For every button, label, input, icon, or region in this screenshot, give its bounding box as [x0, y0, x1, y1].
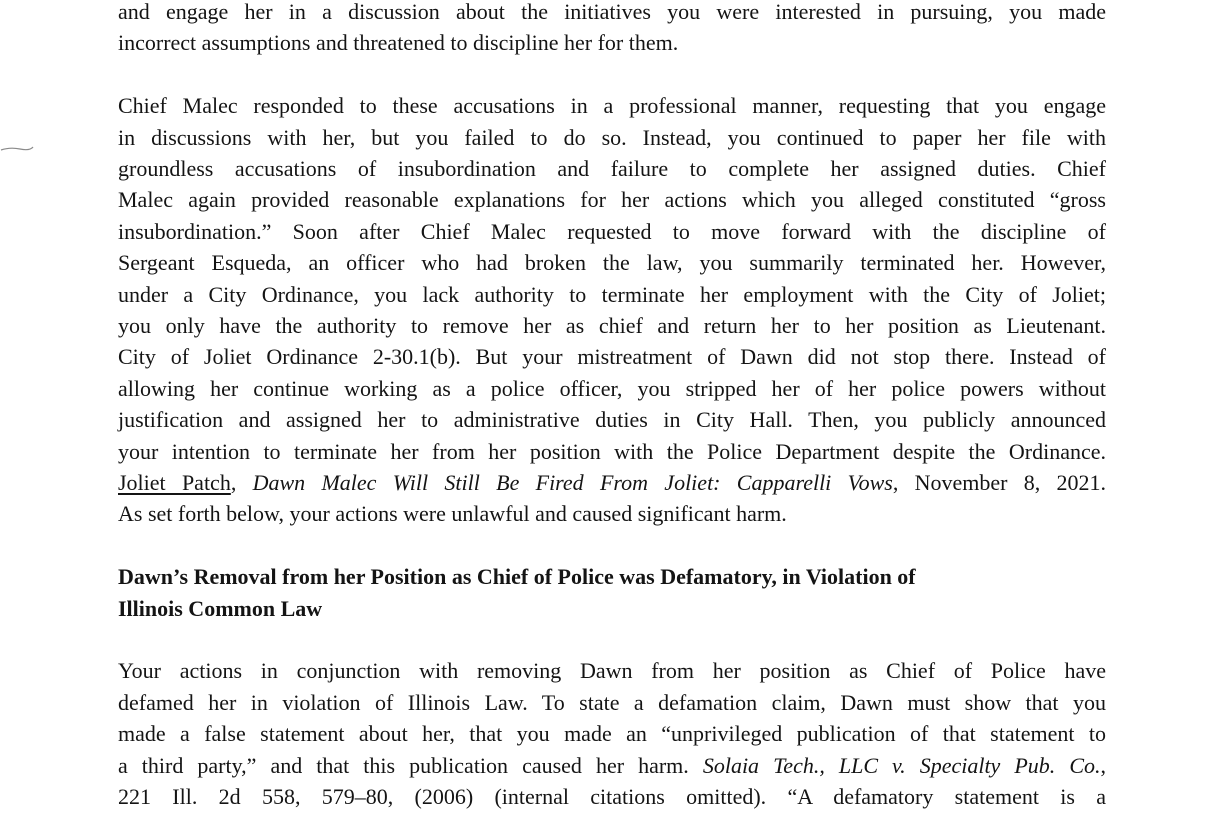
heading-line: Illinois Common Law: [118, 595, 323, 621]
paragraph-continued: [118, 0, 1106, 59]
text-line: allowing her continue working as a police officer, you stripped her of her police powers without: [118, 375, 1106, 401]
citation-line: [118, 467, 1106, 498]
text-line: Malec again provided reasonable explanations for her actions which you alleged constituted “gross: [118, 187, 1106, 213]
paragraph-defamation: [118, 655, 1106, 812]
citation-date: , November 8, 2021.: [892, 470, 1106, 496]
text-line: your intention to terminate her from her position with the Police Department despite the Ordinance.: [118, 438, 1106, 464]
text-line: Sergeant Esqueda, an officer who had broken the law, you summarily terminated her. However,: [118, 250, 1106, 276]
text-line: justification and assigned her to administrative duties in City Hall. Then, you publicly announced: [118, 407, 1106, 433]
text-line: in discussions with her, but you failed to do so. Instead, you continued to paper her file with: [118, 124, 1106, 150]
text-line: made a false statement about her, that you made an “unprivileged publication of that statement to: [118, 721, 1106, 747]
text-line: Your actions in conjunction with removing Dawn from her position as Chief of Police have: [118, 658, 1106, 684]
text-line: Chief Malec responded to these accusations in a professional manner, requesting that you engage: [118, 93, 1106, 119]
heading-line: Dawn’s Removal from her Position as Chief of Police was Defamatory, in Violation of: [118, 564, 916, 590]
text-line: defamed her in violation of Illinois Law. To state a defamation claim, Dawn must show that you: [118, 689, 1106, 715]
citation-separator: ,: [230, 470, 253, 496]
text-line: incorrect assumptions and threatened to discipline her for them.: [118, 30, 679, 56]
case-citation-line: [118, 750, 1106, 781]
margin-pen-mark: [0, 142, 34, 154]
case-name: Solaia Tech., LLC v. Specialty Pub. Co.: [702, 752, 1101, 778]
text-line: and engage her in a discussion about the initiatives you were interested in pursuing, you made: [118, 0, 1106, 24]
citation-title: Dawn Malec Will Still Be Fired From Joliet: Capparelli Vows: [252, 470, 893, 496]
line-end: ,: [1100, 752, 1106, 778]
citation-source: Joliet Patch: [118, 470, 231, 496]
line-text: a third party,” and that this publication caused her harm.: [118, 752, 703, 778]
paragraph-chief-malec-response: [118, 90, 1106, 530]
document-page: [118, 0, 1106, 813]
section-heading: [118, 561, 1106, 624]
text-line: you only have the authority to remove her as chief and return her to her position as Lieutenant.: [118, 313, 1106, 339]
text-line: insubordination.” Soon after Chief Malec requested to move forward with the discipline of: [118, 218, 1106, 244]
text-line: groundless accusations of insubordination and failure to complete her assigned duties. Chief: [118, 156, 1106, 182]
text-line: 221 Ill. 2d 558, 579–80, (2006) (internal citations omitted). “A defamatory statement is a: [118, 784, 1106, 810]
text-line: City of Joliet Ordinance 2-30.1(b). But your mistreatment of Dawn did not stop there. Instead of: [118, 344, 1106, 370]
text-line: under a City Ordinance, you lack authority to terminate her employment with the City of Joliet;: [118, 281, 1106, 307]
text-line: As set forth below, your actions were unlawful and caused significant harm.: [118, 501, 787, 527]
